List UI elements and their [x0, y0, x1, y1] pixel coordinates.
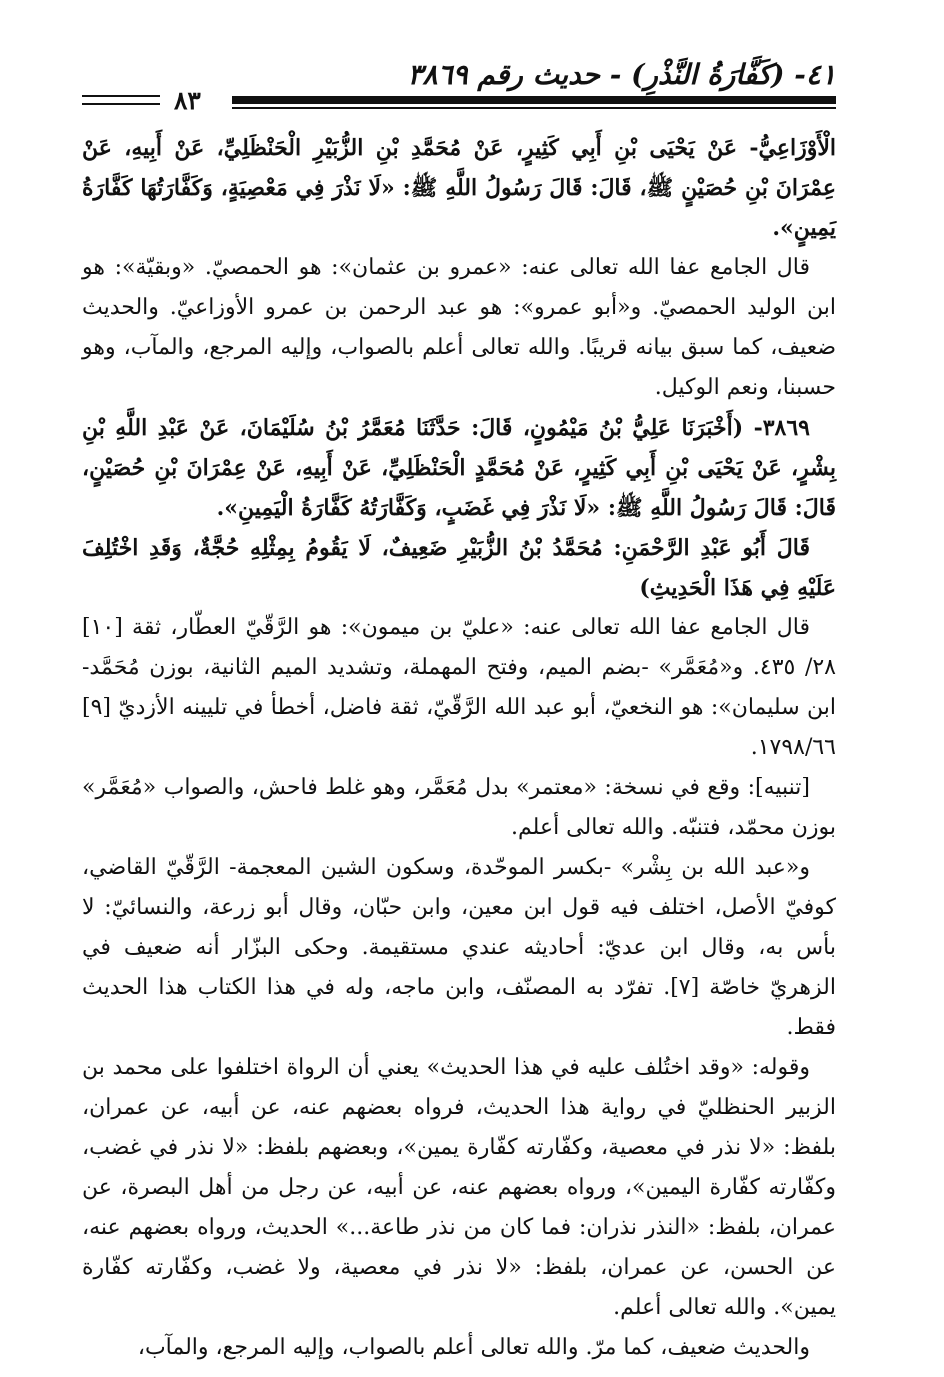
paragraph-narrators: قال الجامع عفا الله تعالى عنه: «عليّ بن ميمون»: هو الرَّقّيّ العطّار، ثقة [١٠] ٢٨/ ٤٣٥. و«مُعَمَّر» -بضم الميم، وفتح المهملة، وتشديد الميم الثانية، بوزن مُحَمَّد- ابن سليمان»: هو النخعيّ، أبو عبد الله الرَّقّيّ، ثقة فاضل، أخطأ في تليينه الأزديّ [٩] ١٧٩٨/٦٦. — [82, 615, 836, 760]
header-rule-thick — [232, 96, 836, 104]
header-rule-thin — [232, 107, 836, 109]
paragraph-ikhtilaf: وقوله: «وقد اختُلف عليه في هذا الحديث» يعني أن الرواة اختلفوا على محمد بن الزبير الحنظليّ في رواية هذا الحديث، فرواه بعضهم عنه، عن أبيه، عن عمران، بلفظ: «لا نذر في معصية، وكفّارته كفّارة يمين»، وبعضهم بلفظ: «لا نذر في غضب، وكفّارته كفّارة اليمين»، ورواه بعضهم عنه، عن أبيه، عن رجل من أهل البصرة، عن عمران، بلفظ: «النذر نذران: فما كان من نذر طاعة...» الحديث، ورواه بعضهم عنه، عن الحسن، عن عمران، بلفظ: «لا نذر في معصية، ولا غضب، وكفّارته كفّارة يمين». والله تعالى أعلم. — [82, 1055, 836, 1320]
paragraph-abdullah-bin-bishr: و«عبد الله بن بِشْر» -بكسر الموحّدة، وسكون الشين المعجمة- الرَّقّيّ القاضي، كوفيّ الأصل، اختلف فيه قول ابن معين، وابن حبّان، وقال أبو زرعة، والنسائيّ: لا بأس به، وقال ابن عديّ: أحاديثه عندي مستقيمة. وحكى البزّار أنه ضعيف في الزهريّ خاصّة [٧]. تفرّد به المصنّف، وابن ماجه، وله في هذا الكتاب هذا الحديث فقط. — [82, 855, 836, 1040]
header-rule-short-bottom — [82, 103, 160, 105]
paragraph-hadith-continuation: الْأَوْزَاعِيُّ- عَنْ يَحْيَى بْنِ أَبِي كَثِيرٍ، عَنْ مُحَمَّدِ بْنِ الزُّبَيْرِ الْحَنْظَلِيِّ، عَنْ أَبِيهِ، عَنْ عِمْرَانَ بْنِ حُصَيْنٍ ﷺ، قَالَ: قَالَ رَسُولُ اللَّهِ ﷺ: «لَا نَذْرَ فِي مَعْصِيَةٍ، وَكَفَّارَتُهَا كَفَّارَةُ يَمِينٍ». — [82, 135, 836, 241]
paragraph-hadith-3869: ٣٨٦٩- (أَخْبَرَنَا عَلِيُّ بْنُ مَيْمُونٍ، قَالَ: حَدَّثَنَا مُعَمَّرُ بْنُ سُلَيْمَانَ، عَنْ عَبْدِ اللَّهِ بْنِ بِشْرٍ، عَنْ يَحْيَى بْنِ أَبِي كَثِيرٍ، عَنْ مُحَمَّدٍ الْحَنْظَلِيِّ، عَنْ أَبِيهِ، عَنْ عِمْرَانَ بْنِ حُصَيْنٍ، قَالَ: قَالَ رَسُولُ اللَّهِ ﷺ: «لَا نَذْرَ فِي غَضَبٍ، وَكَفَّارَتُهُ كَفَّارَةُ الْيَمِينِ». — [82, 415, 836, 521]
running-header — [80, 58, 836, 115]
chapter-heading: ٤١- (كَفَّارَةُ النَّذْرِ) - حديث رقم ٣٨٦٩ — [407, 58, 836, 91]
paragraph-conclusion: والحديث ضعيف، كما مرّ. والله تعالى أعلم بالصواب، وإليه المرجع، والمآب، — [137, 1335, 810, 1360]
paragraph-nasai-remark: قَالَ أَبُو عَبْدِ الرَّحْمَنِ: مُحَمَّدُ بْنُ الزُّبَيْرِ ضَعِيفٌ، لَا يَقُومُ بِمِثْلِهِ حُجَّةٌ، وَقَدِ اخْتُلِفَ عَلَيْهِ فِي هَذَا الْحَدِيثِ) — [82, 535, 836, 601]
header-rule-short-top — [82, 95, 160, 97]
page-body — [82, 128, 836, 1368]
paragraph-commentary-1: قال الجامع عفا الله تعالى عنه: «عمرو بن عثمان»: هو الحمصيّ. «وبقيّة»: هو ابن الوليد الحمصيّ. و«أبو عمرو»: هو عبد الرحمن بن عمرو الأوزاعيّ. والحديث ضعيف، كما سبق بيانه قريبًا. والله تعالى أعلم بالصواب، وإليه المرجع، والمآب، وهو حسبنا، ونعم الوكيل. — [82, 255, 836, 400]
paragraph-note: [تنبيه]: وقع في نسخة: «معتمر» بدل مُعَمَّر، وهو غلط فاحش، والصواب «مُعَمَّر» بوزن محمّد، فتنبّه. والله تعالى أعلم. — [82, 775, 836, 840]
page-number: ٨٣ — [174, 86, 201, 115]
